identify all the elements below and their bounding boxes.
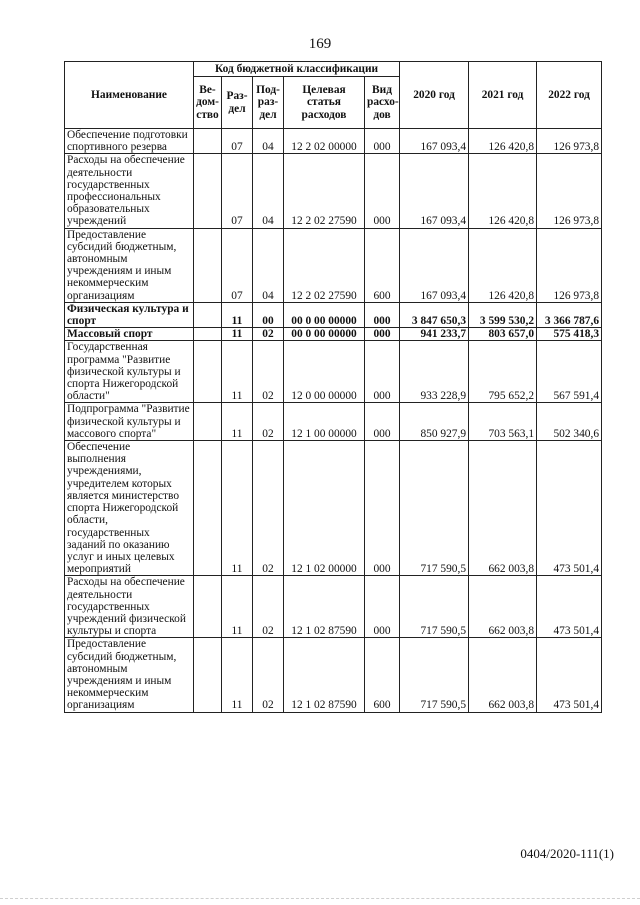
cell-amount-2022: 473 501,4 [537,576,602,638]
cell-amount-2021: 126 420,8 [469,154,537,228]
cell-amount-2020: 850 927,9 [400,403,469,441]
cell-name: Обеспечение подготовки спортивного резерва [65,129,194,154]
cell-vid-rashodov: 000 [365,154,400,228]
cell-vid-rashodov: 600 [365,638,400,712]
cell-razdel: 11 [222,403,253,441]
header-year-2020: 2020 год [400,62,469,129]
cell-amount-2022: 126 973,8 [537,154,602,228]
cell-amount-2022: 473 501,4 [537,638,602,712]
cell-vid-rashodov: 000 [365,129,400,154]
header-year-2021: 2021 год [469,62,537,129]
cell-amount-2021: 803 657,0 [469,328,537,341]
table-row [65,302,602,327]
cell-amount-2022: 473 501,4 [537,441,602,576]
cell-razdel: 11 [222,302,253,327]
cell-razdel: 11 [222,441,253,576]
cell-name: Обеспечение выполнения учреждениями, учредителем которых является министерство спорта Нижегородской области, государственных заданий по оказанию услуг и иных целевых мероприятий [65,441,194,576]
cell-amount-2020: 167 093,4 [400,154,469,228]
cell-vedomstvo [194,228,222,302]
cell-amount-2020: 933 228,9 [400,341,469,403]
cell-name: Физическая культура и спорт [65,302,194,327]
header-podrazdel: Под- раз- дел [253,77,284,129]
cell-vid-rashodov: 000 [365,341,400,403]
cell-celevaya-statya: 12 1 02 00000 [284,441,365,576]
cell-amount-2020: 717 590,5 [400,441,469,576]
cell-razdel: 11 [222,341,253,403]
table-row [65,129,602,154]
cell-amount-2020: 167 093,4 [400,228,469,302]
cell-vid-rashodov: 000 [365,403,400,441]
cell-amount-2020: 3 847 650,3 [400,302,469,327]
header-razdel: Раз- дел [222,77,253,129]
header-vedomstvo: Ве- дом- ство [194,77,222,129]
cell-podrazdel: 02 [253,441,284,576]
cell-vedomstvo [194,302,222,327]
cell-celevaya-statya: 12 2 02 27590 [284,154,365,228]
cell-amount-2021: 662 003,8 [469,638,537,712]
cell-podrazdel: 02 [253,576,284,638]
table-row [65,228,602,302]
cell-razdel: 07 [222,228,253,302]
document-code: 0404/2020-111(1) [520,846,614,861]
cell-name: Предоставление субсидий бюджетным, автономным учреждениям и иным некоммерческим организациям [65,638,194,712]
table-body [65,129,602,713]
cell-vedomstvo [194,441,222,576]
table-row [65,576,602,638]
header-classification-code: Код бюджетной классификации [194,62,400,77]
cell-podrazdel: 02 [253,328,284,341]
table-row [65,403,602,441]
scan-edge-line [0,898,640,899]
cell-amount-2021: 703 563,1 [469,403,537,441]
cell-amount-2020: 167 093,4 [400,129,469,154]
cell-vedomstvo [194,403,222,441]
cell-name: Государственная программа "Развитие физической культуры и спорта Нижегородской области" [65,341,194,403]
cell-vid-rashodov: 000 [365,441,400,576]
header-name: Наименование [65,62,194,129]
cell-amount-2021: 126 420,8 [469,228,537,302]
cell-amount-2021: 126 420,8 [469,129,537,154]
cell-vedomstvo [194,129,222,154]
cell-razdel: 11 [222,328,253,341]
cell-name: Подпрограмма "Развитие физической культуры и массового спорта" [65,403,194,441]
cell-vedomstvo [194,341,222,403]
table-row [65,441,602,576]
cell-razdel: 07 [222,154,253,228]
cell-amount-2022: 126 973,8 [537,228,602,302]
header-vid-rashodov: Вид расхо- дов [365,77,400,129]
cell-podrazdel: 00 [253,302,284,327]
cell-celevaya-statya: 12 1 02 87590 [284,638,365,712]
cell-name: Расходы на обеспечение деятельности государственных профессиональных образовательных учреждений [65,154,194,228]
cell-amount-2021: 662 003,8 [469,441,537,576]
cell-name: Массовый спорт [65,328,194,341]
cell-amount-2021: 662 003,8 [469,576,537,638]
cell-podrazdel: 04 [253,129,284,154]
cell-amount-2022: 575 418,3 [537,328,602,341]
cell-vid-rashodov: 000 [365,302,400,327]
cell-vedomstvo [194,154,222,228]
header-year-2022: 2022 год [537,62,602,129]
table-row [65,638,602,712]
cell-vedomstvo [194,328,222,341]
cell-celevaya-statya: 12 1 02 87590 [284,576,365,638]
cell-razdel: 11 [222,638,253,712]
cell-vid-rashodov: 000 [365,576,400,638]
cell-amount-2020: 717 590,5 [400,638,469,712]
cell-vedomstvo [194,638,222,712]
budget-table-wrap [64,61,602,713]
cell-celevaya-statya: 12 0 00 00000 [284,341,365,403]
cell-vid-rashodov: 600 [365,228,400,302]
cell-podrazdel: 04 [253,228,284,302]
cell-celevaya-statya: 12 2 02 00000 [284,129,365,154]
table-row [65,341,602,403]
cell-celevaya-statya: 12 2 02 27590 [284,228,365,302]
cell-name: Предоставление субсидий бюджетным, автономным учреждениям и иным некоммерческим организациям [65,228,194,302]
header-celevaya-statya: Целевая статья расходов [284,77,365,129]
cell-celevaya-statya: 12 1 00 00000 [284,403,365,441]
cell-amount-2022: 3 366 787,6 [537,302,602,327]
cell-celevaya-statya: 00 0 00 00000 [284,328,365,341]
table-row [65,328,602,341]
cell-amount-2022: 126 973,8 [537,129,602,154]
cell-amount-2022: 567 591,4 [537,341,602,403]
cell-amount-2020: 717 590,5 [400,576,469,638]
cell-amount-2020: 941 233,7 [400,328,469,341]
budget-table [64,61,602,713]
cell-amount-2021: 795 652,2 [469,341,537,403]
cell-razdel: 11 [222,576,253,638]
cell-razdel: 07 [222,129,253,154]
cell-podrazdel: 02 [253,341,284,403]
cell-vid-rashodov: 000 [365,328,400,341]
table-row [65,154,602,228]
cell-podrazdel: 02 [253,403,284,441]
page-number: 169 [308,36,332,52]
cell-vedomstvo [194,576,222,638]
cell-podrazdel: 04 [253,154,284,228]
cell-celevaya-statya: 00 0 00 00000 [284,302,365,327]
cell-amount-2022: 502 340,6 [537,403,602,441]
cell-name: Расходы на обеспечение деятельности государственных учреждений физической культуры и спорта [65,576,194,638]
cell-podrazdel: 02 [253,638,284,712]
cell-amount-2021: 3 599 530,2 [469,302,537,327]
